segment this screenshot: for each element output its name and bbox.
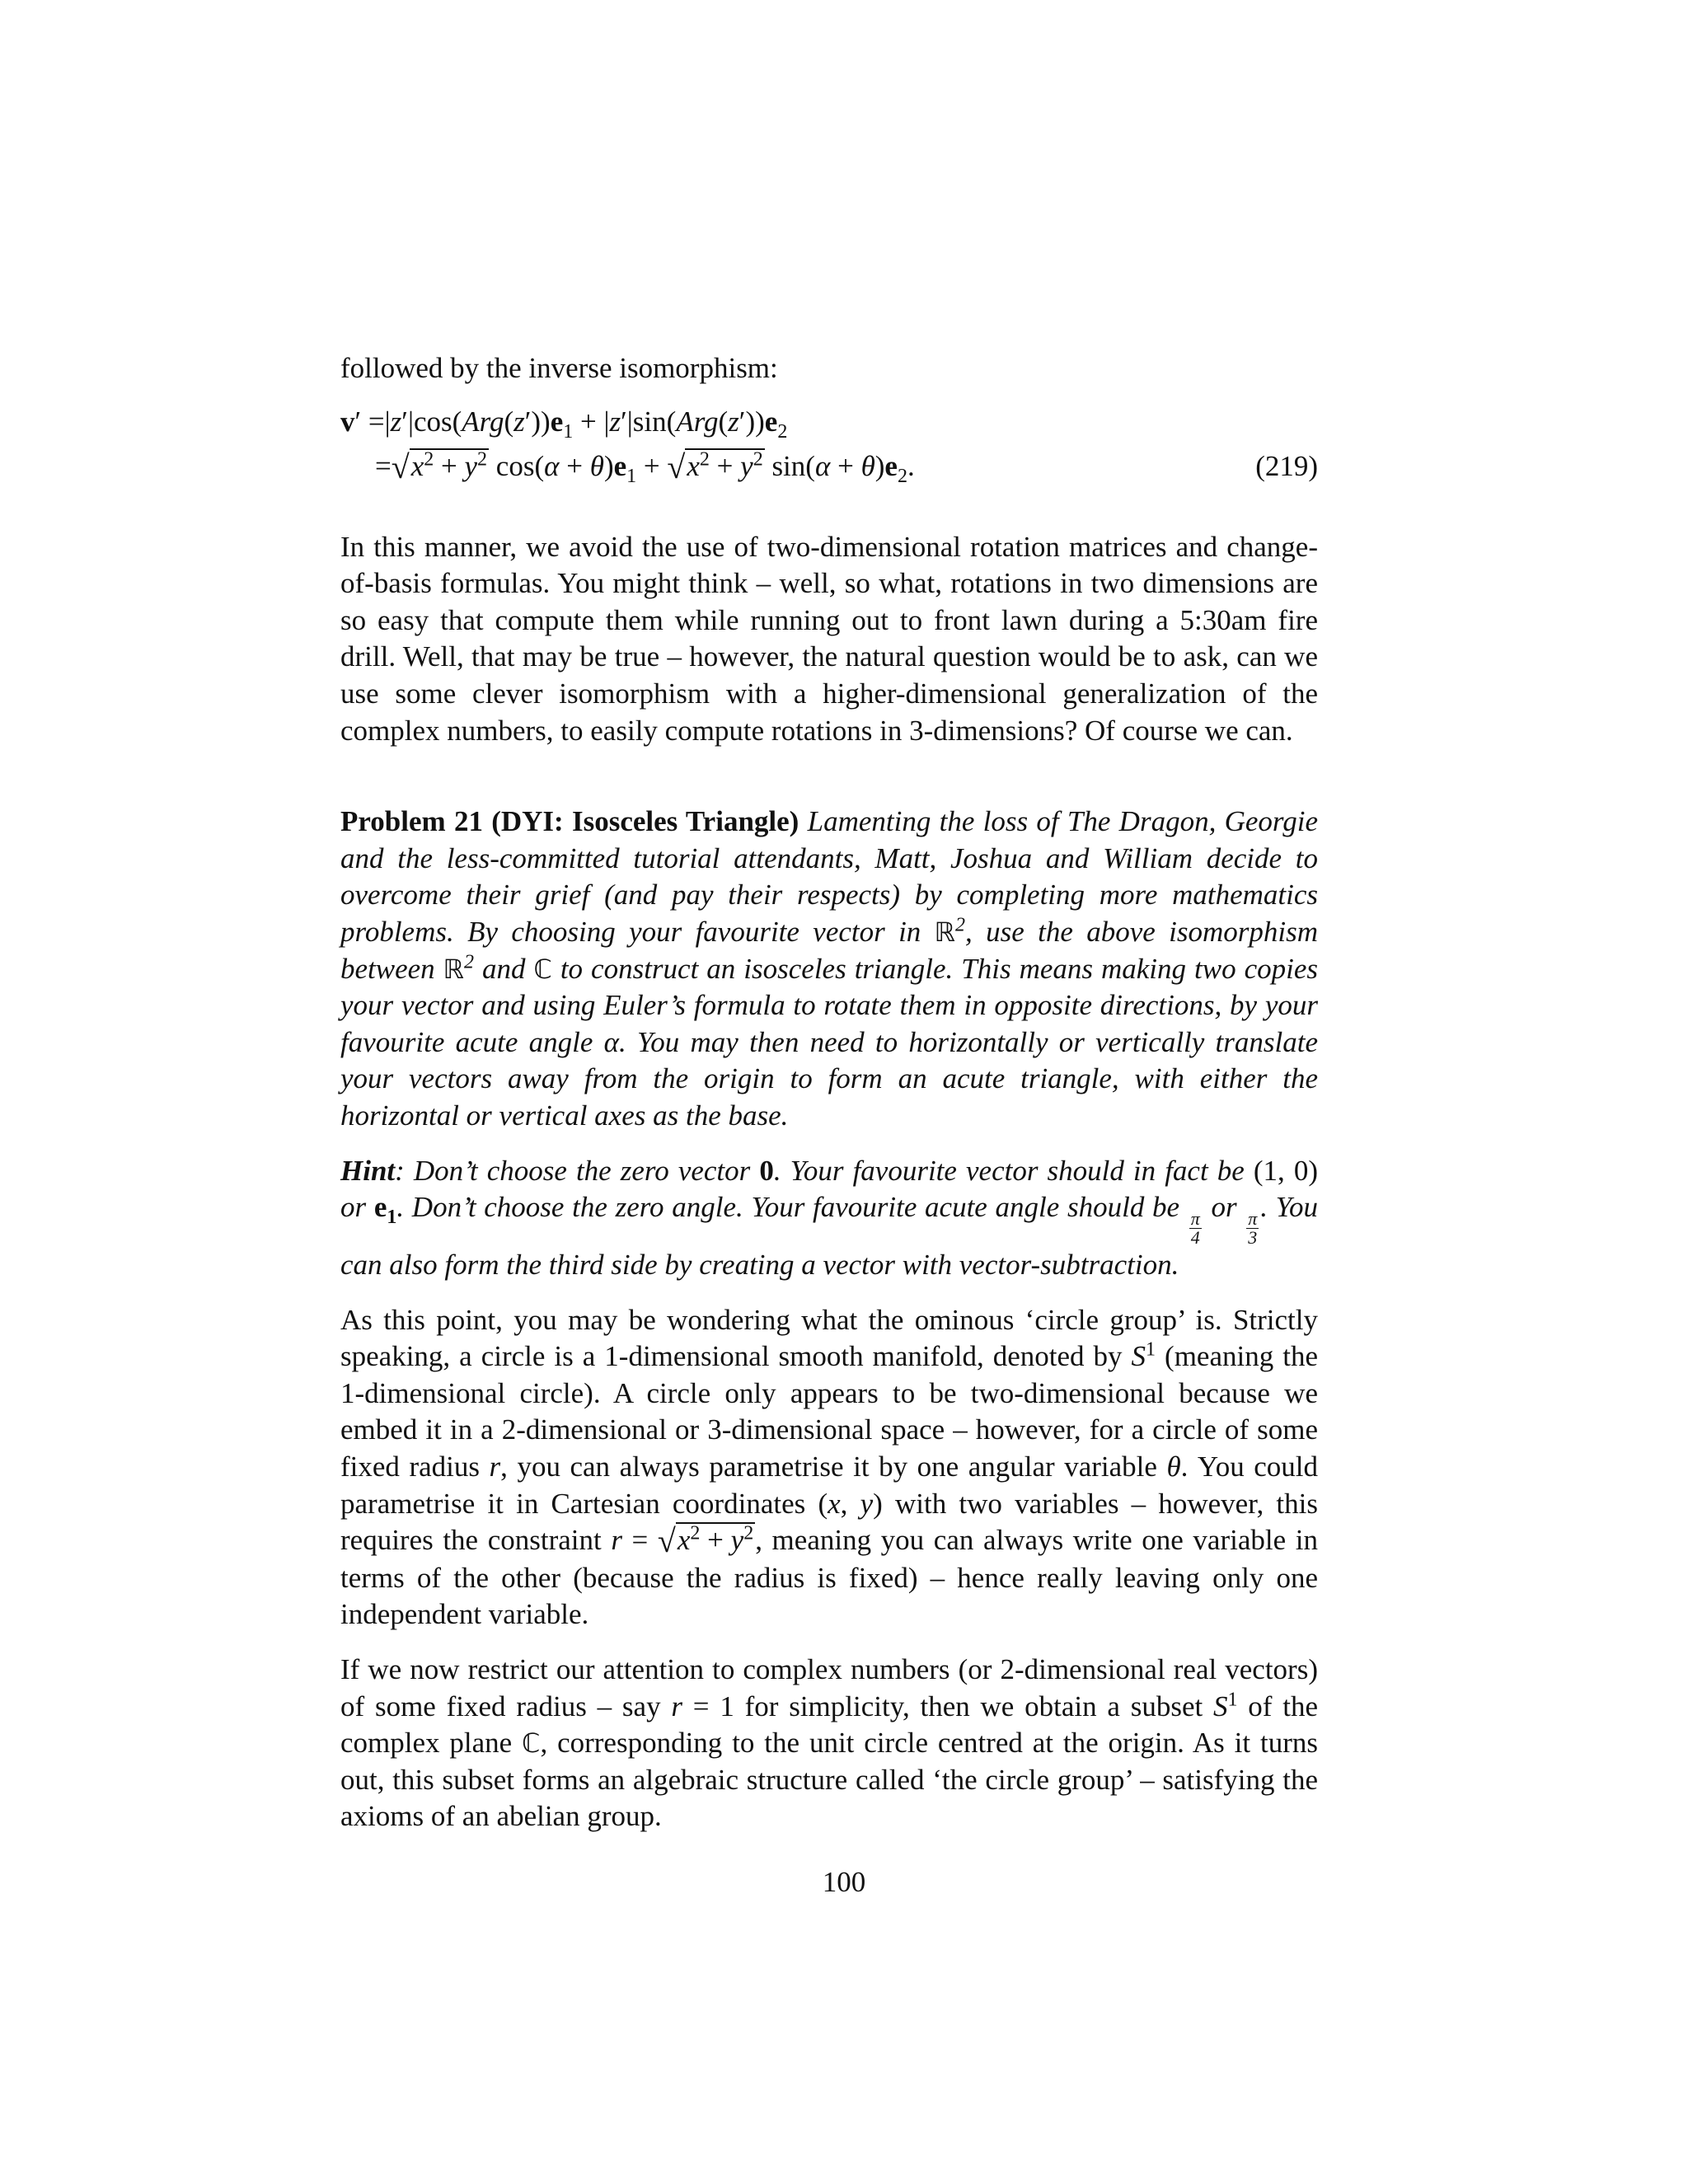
paragraph-circle-manifold: As this point, you may be wondering what the ominous ‘circle group’ is. Strictly speaking, a circle is a 1-dimensional smooth manifold, denoted by $S^1$ (meaning the 1-dimensional circle). A circle only appears to be two-dimensional because we embed it in a 2-dimensional or 3-dimensional space – however, for a circle of some fixed radius r, you can always parametrise it by one angular variable θ. You could parametrise it in Cartesian coordinates (x, y) with two variables – however, this requires the constraint $r = √x^2 + y^2$, meaning you can always write one variable in terms of the other (because the radius is fixed) – hence really leaving only one independent variable. [340, 1303, 1318, 1631]
problem-21: Problem 21 (DYI: Isosceles Triangle) Lamenting the loss of The Dragon, Georgie and the less-committed tutorial attendants, Matt, Joshua and William decide to overcome their grief (and pay their respects) by completing more mathematics problems. By choosing your favourite vector in ℝ$^2$, use the above isomorphism between ℝ$^2$ and ℂ to construct an isosceles triangle. This means making two copies your vector and using Euler’s formula to rotate them in opposite directions, by your favourite acute angle α. You may then need to horizontally or vertically translate your vectors away from the origin to form an acute triangle, with either the horizontal or vertical axes as the base. [340, 805, 1318, 1132]
equation-line-2: $=√x^2 + y^2$ $\cos(\alpha + \theta)e_1 + √x^2 + y^2$ $\sin(\alpha + \theta)e_2$. [375, 448, 915, 487]
paragraph-rotations: In this manner, we avoid the use of two-dimensional rotation matrices and change-of-basis formulas. You might think – well, so what, rotations in two dimensions are so easy that compute them while running out to front lawn during a 5:30am fire drill. Well, that may be true – however, the natural question would be to ask, can we use some clever isomorphism with a higher-dimensional generalization of the complex numbers, to easily compute rotations in 3-dimensions? Of course we can. [340, 530, 1318, 747]
hint: Hint: Don’t choose the zero vector 0. Your favourite vector should in fact be (1, 0) or $e_1$. Don’t choose the zero angle. Your favourite acute angle should be $\frac{\pi}{4}$ or $\frac{\pi}{3}$ . You can also form the third side by creating a vector with vector-subtraction. [340, 1154, 1318, 1282]
equation-219 [340, 404, 1318, 501]
page-body [340, 350, 1318, 1835]
page-number: 100 [822, 1866, 866, 1898]
problem-heading: Problem 21 (DYI: Isosceles Triangle) [340, 805, 799, 838]
equation-line-1: $v' =|z'|\cos(Arg(z'))e_1 + |z'|\sin(Arg(z'))e_2$ [340, 405, 788, 443]
hint-label: Hint [340, 1154, 396, 1187]
paragraph-circle-group: If we now restrict our attention to complex numbers (or 2-dimensional real vectors) of some fixed radius – say r = 1 for simplicity, then we obtain a subset $S^1$ of the complex plane ℂ, corresponding to the unit circle centred at the origin. As it turns out, this subset forms an algebraic structure called ‘the circle group’ – satisfying the axioms of an abelian group. [340, 1653, 1319, 1833]
equation-number: (219) [1255, 449, 1318, 482]
intro-line: followed by the inverse isomorphism: [340, 352, 778, 384]
